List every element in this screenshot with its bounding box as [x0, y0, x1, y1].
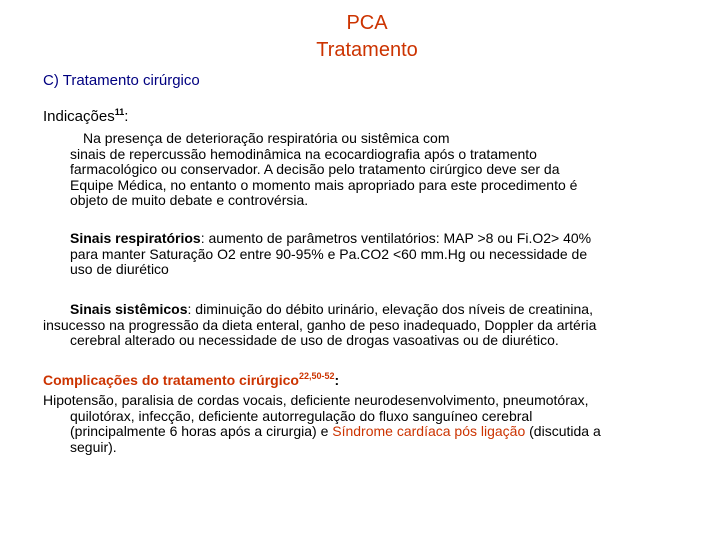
complicacoes-line: Hipotensão, paralisia de cordas vocais, deficiente neurodesenvolvimento, pneumotórax,	[43, 392, 589, 408]
complicacoes-text: (principalmente 6 horas após a cirurgia) e	[70, 423, 333, 439]
indicacoes-line: Na presença de deterioração respiratória ou sistêmica com	[83, 130, 450, 146]
sistemicos-line: insucesso na progressão da dieta enteral, ganho de peso inadequado, Doppler da artéria	[43, 316, 597, 333]
indicacoes-line: Equipe Médica, no entanto o momento mais apropriado para este procedimento é	[70, 176, 578, 193]
respiratorios-text: : aumento de parâmetros ventilatórios: MAP >8 ou Fi.O2> 40%	[200, 230, 592, 246]
complicacoes-colon: :	[334, 372, 340, 388]
respiratorios-line	[70, 231, 670, 247]
indicacoes-line: sinais de repercussão hemodinâmica na ecocardiografia após o tratamento	[70, 145, 537, 162]
indicacoes-line: objeto de muito debate e controvérsia.	[70, 192, 309, 208]
complicacoes-label	[43, 373, 339, 389]
indicacoes-paragraph	[70, 131, 670, 209]
indicacoes-colon: :	[124, 108, 129, 125]
sistemicos-line	[43, 302, 683, 318]
indicacoes-label-text: Indicações	[43, 108, 115, 125]
complicacoes-text: (discutida a	[525, 423, 601, 439]
indicacoes-line: farmacológico ou conservador. A decisão pelo tratamento cirúrgico deve ser da	[70, 161, 560, 177]
sistemicos-label: Sinais sistêmicos	[70, 301, 188, 317]
sistemicos-line: cerebral alterado ou necessidade de uso de drogas vasoativas ou de diurético.	[70, 332, 559, 348]
complicacoes-reference: 22,50-52	[298, 371, 335, 381]
sindrome-link: Síndrome cardíaca pós ligação	[332, 423, 526, 439]
indicacoes-label	[43, 109, 128, 125]
slide-title-line2: Tratamento	[316, 39, 418, 61]
complicacoes-line: seguir).	[70, 438, 117, 455]
respiratorios-label: Sinais respiratórios	[70, 230, 201, 246]
complicacoes-line	[43, 424, 683, 440]
respiratorios-line: para manter Saturação O2 entre 90-95% e Pa.CO2 <60 mm.Hg ou necessidade de	[70, 245, 588, 262]
sinais-sistemicos-paragraph	[43, 302, 683, 349]
sinais-respiratorios-paragraph	[70, 231, 670, 278]
sistemicos-text: : diminuição do débito urinário, elevação dos níveis de creatinina,	[187, 301, 593, 317]
complicacoes-line: quilotórax, infecção, deficiente autorregulação do fluxo sanguíneo cerebral	[70, 407, 533, 424]
complicacoes-label-text: Complicações do tratamento cirúrgico	[43, 372, 299, 388]
complicacoes-paragraph	[43, 393, 683, 455]
respiratorios-line: uso de diurético	[70, 261, 169, 277]
section-heading: C) Tratamento cirúrgico	[43, 72, 200, 89]
slide-title-line1: PCA	[346, 12, 388, 34]
indicacoes-reference: 11	[114, 107, 125, 117]
